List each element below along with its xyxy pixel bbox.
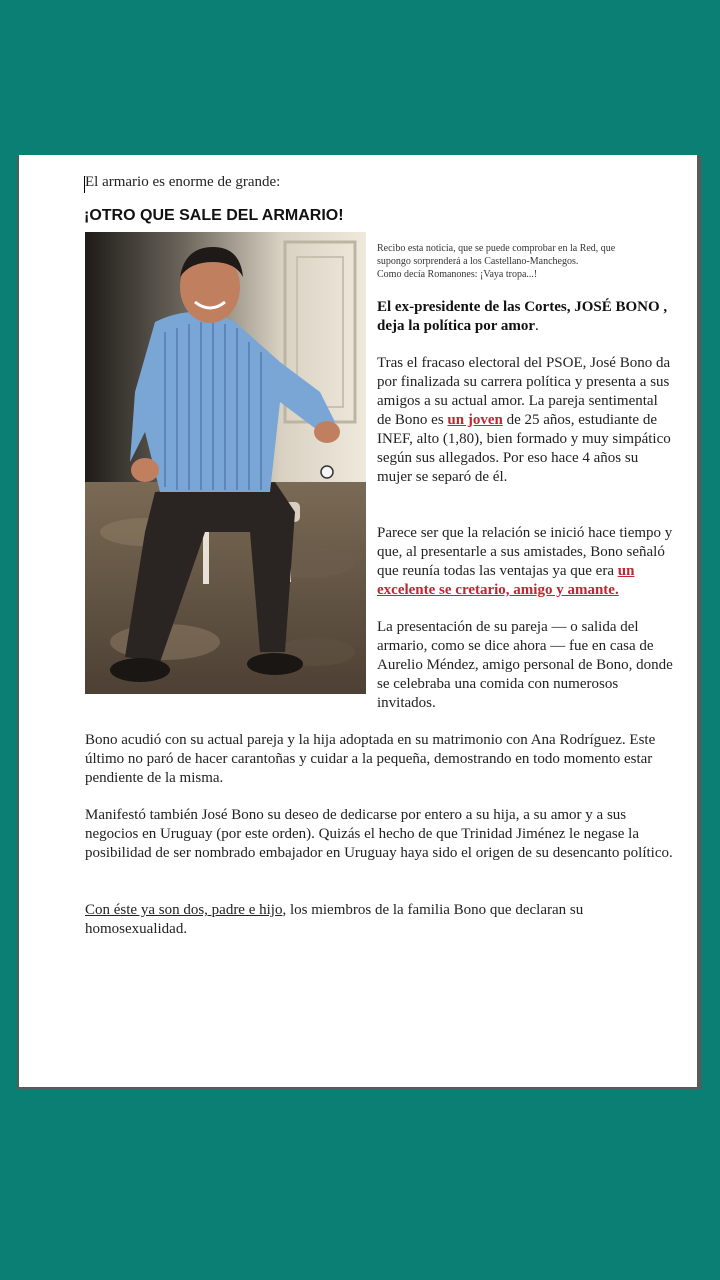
p2-before: Parece ser que la relación se inició hace tiempo y que, al presentarle a sus amistades, Bono señaló que reunía todas las ventajas ya que era bbox=[377, 525, 673, 579]
side-note-line: supongo sorprenderá a los Castellano-Manchegos. bbox=[377, 256, 579, 267]
p1-highlight-link[interactable]: un joven bbox=[447, 412, 503, 428]
lead-bold: El ex-presidente de las Cortes, JOSÉ BONO , deja la política por amor bbox=[377, 299, 668, 334]
top-background-band bbox=[0, 0, 720, 157]
side-note-line: Recibo esta noticia, que se puede comprobar en la Red, que bbox=[377, 243, 616, 254]
intro-text: El armario es enorme de grande: bbox=[85, 174, 281, 190]
p6-underlined-link[interactable]: Con éste ya son dos, padre e hijo bbox=[85, 902, 283, 918]
p2-highlight-link[interactable]: un excelente se cretario, amigo y amante. bbox=[377, 563, 635, 598]
paragraph-1 bbox=[377, 354, 673, 487]
paragraph-6 bbox=[85, 901, 675, 939]
p6-rest: , los miembros de la familia Bono que declaran su homosexualidad. bbox=[85, 902, 584, 937]
portrait-photo bbox=[85, 232, 366, 694]
paragraph-3: La presentación de su pareja — o salida del armario, como se dice ahora — fue en casa de Aurelio Méndez, amigo personal de Bono, donde se celebraba una comida con numerosos invitados. bbox=[377, 619, 673, 711]
side-note bbox=[377, 242, 677, 281]
paragraph-2 bbox=[377, 524, 673, 600]
side-note-line: Como decía Romanones: ¡Vaya tropa...! bbox=[377, 269, 538, 280]
lead-end: . bbox=[535, 318, 539, 334]
paragraph-5: Manifestó también José Bono su deseo de dedicarse por entero a su hija, a su amor y a sus negocios en Uruguay (por este orden). Quizás el hecho de que Trinidad Jiménez le negase la posibilidad de ser nombrado embajador en Uruguay haya sido el origen de su desencanto político. bbox=[85, 807, 673, 861]
lead-paragraph bbox=[377, 298, 673, 336]
p1-before: Tras el fracaso electoral del PSOE, José Bono da por finalizada su carrera política y presenta a sus amigos a su actual amor. La pareja sentimental de Bono es bbox=[377, 355, 671, 428]
p1-after: de 25 años, estudiante de INEF, alto (1,80), bien formado y muy simpático según sus allegados. Por eso hace 4 años su mujer se separó de él. bbox=[377, 412, 671, 485]
headline: ¡OTRO QUE SALE DEL ARMARIO! bbox=[84, 207, 344, 224]
bottom-background-band bbox=[0, 1092, 720, 1280]
portrait-illustration bbox=[85, 232, 366, 694]
paragraph-4: Bono acudió con su actual pareja y la hija adoptada en su matrimonio con Ana Rodríguez. Este último no paró de hacer carantoñas y cuidar a la pequeña, demostrando en todo momento estar pendiente de la misma. bbox=[85, 732, 656, 786]
